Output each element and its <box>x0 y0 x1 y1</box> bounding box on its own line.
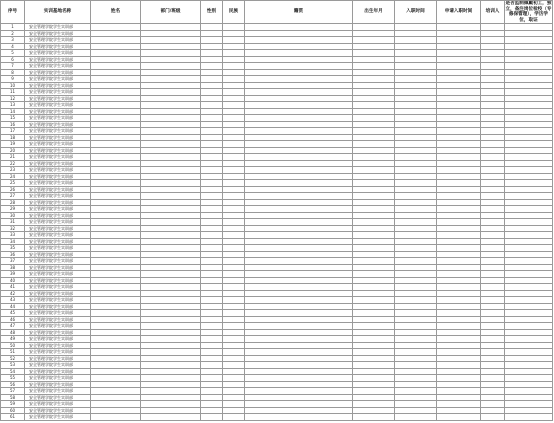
header-cell-index: 序号 <box>1 1 25 24</box>
unit-name-cell: 安全管理学院学生实训部 <box>25 407 91 414</box>
unit-name-cell: 安全管理学院学生实训部 <box>25 323 91 330</box>
table-cell <box>201 414 223 421</box>
row-index-cell: 26 <box>1 186 25 193</box>
unit-name-cell: 安全管理学院学生实训部 <box>25 30 91 37</box>
unit-name-cell: 安全管理学院学生实训部 <box>25 394 91 401</box>
header-cell-apply-entry: 申请入职时间 <box>437 1 481 24</box>
header-cell-base: 实训基地名称 <box>25 1 91 24</box>
row-index-cell: 60 <box>1 407 25 414</box>
row-index-cell: 27 <box>1 193 25 200</box>
unit-name-cell: 安全管理学院学生实训部 <box>25 134 91 141</box>
unit-name-cell: 安全管理学院学生实训部 <box>25 401 91 408</box>
unit-name-cell: 安全管理学院学生实训部 <box>25 219 91 226</box>
unit-name-cell: 安全管理学院学生实训部 <box>25 128 91 135</box>
header-cell-hometown: 籍贯 <box>245 1 353 24</box>
row-index-cell: 25 <box>1 180 25 187</box>
unit-name-cell: 安全管理学院学生实训部 <box>25 238 91 245</box>
unit-name-cell: 安全管理学院学生实训部 <box>25 245 91 252</box>
unit-name-cell: 安全管理学院学生实训部 <box>25 186 91 193</box>
row-index-cell: 1 <box>1 24 25 31</box>
row-index-cell: 8 <box>1 69 25 76</box>
unit-name-cell: 安全管理学院学生实训部 <box>25 63 91 70</box>
table-cell <box>353 414 395 421</box>
row-index-cell: 48 <box>1 329 25 336</box>
row-index-cell: 15 <box>1 115 25 122</box>
unit-name-cell: 安全管理学院学生实训部 <box>25 251 91 258</box>
header-cell-entry: 入职时间 <box>395 1 437 24</box>
row-index-cell: 47 <box>1 323 25 330</box>
unit-name-cell: 安全管理学院学生实训部 <box>25 199 91 206</box>
unit-name-cell: 安全管理学院学生实训部 <box>25 180 91 187</box>
header-cell-trainer: 培训人 <box>481 1 505 24</box>
row-index-cell: 10 <box>1 82 25 89</box>
row-index-cell: 35 <box>1 245 25 252</box>
row-index-cell: 24 <box>1 173 25 180</box>
row-index-cell: 42 <box>1 290 25 297</box>
row-index-cell: 2 <box>1 30 25 37</box>
unit-name-cell: 安全管理学院学生实训部 <box>25 37 91 44</box>
unit-name-cell: 安全管理学院学生实训部 <box>25 76 91 83</box>
row-index-cell: 33 <box>1 232 25 239</box>
unit-name-cell: 安全管理学院学生实训部 <box>25 121 91 128</box>
row-index-cell: 29 <box>1 206 25 213</box>
row-index-cell: 37 <box>1 258 25 265</box>
table-cell <box>141 414 201 421</box>
table-cell <box>505 414 553 421</box>
row-index-cell: 28 <box>1 199 25 206</box>
row-index-cell: 55 <box>1 375 25 382</box>
unit-name-cell: 安全管理学院学生实训部 <box>25 82 91 89</box>
unit-name-cell: 安全管理学院学生实训部 <box>25 225 91 232</box>
header-cell-gender: 性别 <box>201 1 223 24</box>
unit-name-cell: 安全管理学院学生实训部 <box>25 43 91 50</box>
table-cell <box>245 414 353 421</box>
row-index-cell: 38 <box>1 264 25 271</box>
row-index-cell: 51 <box>1 349 25 356</box>
row-index-cell: 20 <box>1 147 25 154</box>
row-index-cell: 14 <box>1 108 25 115</box>
unit-name-cell: 安全管理学院学生实训部 <box>25 271 91 278</box>
row-index-cell: 7 <box>1 63 25 70</box>
header-cell-name: 姓名 <box>91 1 141 24</box>
row-index-cell: 31 <box>1 219 25 226</box>
row-index-cell: 6 <box>1 56 25 63</box>
row-index-cell: 36 <box>1 251 25 258</box>
header-row <box>1 1 553 24</box>
unit-name-cell: 安全管理学院学生实训部 <box>25 69 91 76</box>
row-index-cell: 22 <box>1 160 25 167</box>
row-index-cell: 45 <box>1 310 25 317</box>
header-cell-birth: 出生年月 <box>353 1 395 24</box>
unit-name-cell: 安全管理学院学生实训部 <box>25 414 91 421</box>
row-index-cell: 23 <box>1 167 25 174</box>
row-index-cell: 30 <box>1 212 25 219</box>
unit-name-cell: 安全管理学院学生实训部 <box>25 290 91 297</box>
row-index-cell: 17 <box>1 128 25 135</box>
unit-name-cell: 安全管理学院学生实训部 <box>25 264 91 271</box>
unit-name-cell: 安全管理学院学生实训部 <box>25 115 91 122</box>
unit-name-cell: 安全管理学院学生实训部 <box>25 355 91 362</box>
unit-name-cell: 安全管理学院学生实训部 <box>25 206 91 213</box>
row-index-cell: 21 <box>1 154 25 161</box>
row-index-cell: 4 <box>1 43 25 50</box>
unit-name-cell: 安全管理学院学生实训部 <box>25 336 91 343</box>
row-index-cell: 57 <box>1 388 25 395</box>
unit-name-cell: 安全管理学院学生实训部 <box>25 173 91 180</box>
row-index-cell: 11 <box>1 89 25 96</box>
unit-name-cell: 安全管理学院学生实训部 <box>25 342 91 349</box>
unit-name-cell: 安全管理学院学生实训部 <box>25 329 91 336</box>
table-cell <box>481 414 505 421</box>
row-index-cell: 18 <box>1 134 25 141</box>
header-cell-ethnicity: 民族 <box>223 1 245 24</box>
row-index-cell: 39 <box>1 271 25 278</box>
unit-name-cell: 安全管理学院学生实训部 <box>25 89 91 96</box>
row-index-cell: 52 <box>1 355 25 362</box>
row-index-cell: 40 <box>1 277 25 284</box>
unit-name-cell: 安全管理学院学生实训部 <box>25 349 91 356</box>
row-index-cell: 59 <box>1 401 25 408</box>
row-index-cell: 34 <box>1 238 25 245</box>
row-index-cell: 58 <box>1 394 25 401</box>
header-cell-dept: 部门/班级 <box>141 1 201 24</box>
row-index-cell: 46 <box>1 316 25 323</box>
unit-name-cell: 安全管理学院学生实训部 <box>25 56 91 63</box>
unit-name-cell: 安全管理学院学生实训部 <box>25 24 91 31</box>
row-index-cell: 19 <box>1 141 25 148</box>
unit-name-cell: 安全管理学院学生实训部 <box>25 284 91 291</box>
table-cell <box>437 414 481 421</box>
row-index-cell: 13 <box>1 102 25 109</box>
row-index-cell: 50 <box>1 342 25 349</box>
row-index-cell: 44 <box>1 303 25 310</box>
unit-name-cell: 安全管理学院学生实训部 <box>25 297 91 304</box>
row-index-cell: 56 <box>1 381 25 388</box>
unit-name-cell: 安全管理学院学生实训部 <box>25 258 91 265</box>
unit-name-cell: 安全管理学院学生实训部 <box>25 368 91 375</box>
row-index-cell: 53 <box>1 362 25 369</box>
row-index-cell: 9 <box>1 76 25 83</box>
unit-name-cell: 安全管理学院学生实训部 <box>25 381 91 388</box>
unit-name-cell: 安全管理学院学生实训部 <box>25 310 91 317</box>
header-cell-remarks: 是否监制佩戴初工，独立，备注岗位检校（专修保管理），学历学位，取证 <box>505 1 552 23</box>
row-index-cell: 12 <box>1 95 25 102</box>
table-cell <box>91 414 141 421</box>
unit-name-cell: 安全管理学院学生实训部 <box>25 375 91 382</box>
row-index-cell: 41 <box>1 284 25 291</box>
row-index-cell: 5 <box>1 50 25 57</box>
unit-name-cell: 安全管理学院学生实训部 <box>25 303 91 310</box>
unit-name-cell: 安全管理学院学生实训部 <box>25 362 91 369</box>
unit-name-cell: 安全管理学院学生实训部 <box>25 232 91 239</box>
unit-name-cell: 安全管理学院学生实训部 <box>25 193 91 200</box>
row-index-cell: 16 <box>1 121 25 128</box>
table-body <box>1 24 553 421</box>
unit-name-cell: 安全管理学院学生实训部 <box>25 50 91 57</box>
unit-name-cell: 安全管理学院学生实训部 <box>25 108 91 115</box>
unit-name-cell: 安全管理学院学生实训部 <box>25 316 91 323</box>
table-row <box>1 414 553 421</box>
row-index-cell: 32 <box>1 225 25 232</box>
row-index-cell: 49 <box>1 336 25 343</box>
row-index-cell: 43 <box>1 297 25 304</box>
unit-name-cell: 安全管理学院学生实训部 <box>25 167 91 174</box>
unit-name-cell: 安全管理学院学生实训部 <box>25 277 91 284</box>
unit-name-cell: 安全管理学院学生实训部 <box>25 212 91 219</box>
unit-name-cell: 安全管理学院学生实训部 <box>25 141 91 148</box>
row-index-cell: 3 <box>1 37 25 44</box>
table-cell <box>223 414 245 421</box>
unit-name-cell: 安全管理学院学生实训部 <box>25 160 91 167</box>
unit-name-cell: 安全管理学院学生实训部 <box>25 102 91 109</box>
unit-name-cell: 安全管理学院学生实训部 <box>25 154 91 161</box>
row-index-cell: 61 <box>1 414 25 421</box>
unit-name-cell: 安全管理学院学生实训部 <box>25 95 91 102</box>
unit-name-cell: 安全管理学院学生实训部 <box>25 147 91 154</box>
table-cell <box>395 414 437 421</box>
row-index-cell: 54 <box>1 368 25 375</box>
unit-name-cell: 安全管理学院学生实训部 <box>25 388 91 395</box>
